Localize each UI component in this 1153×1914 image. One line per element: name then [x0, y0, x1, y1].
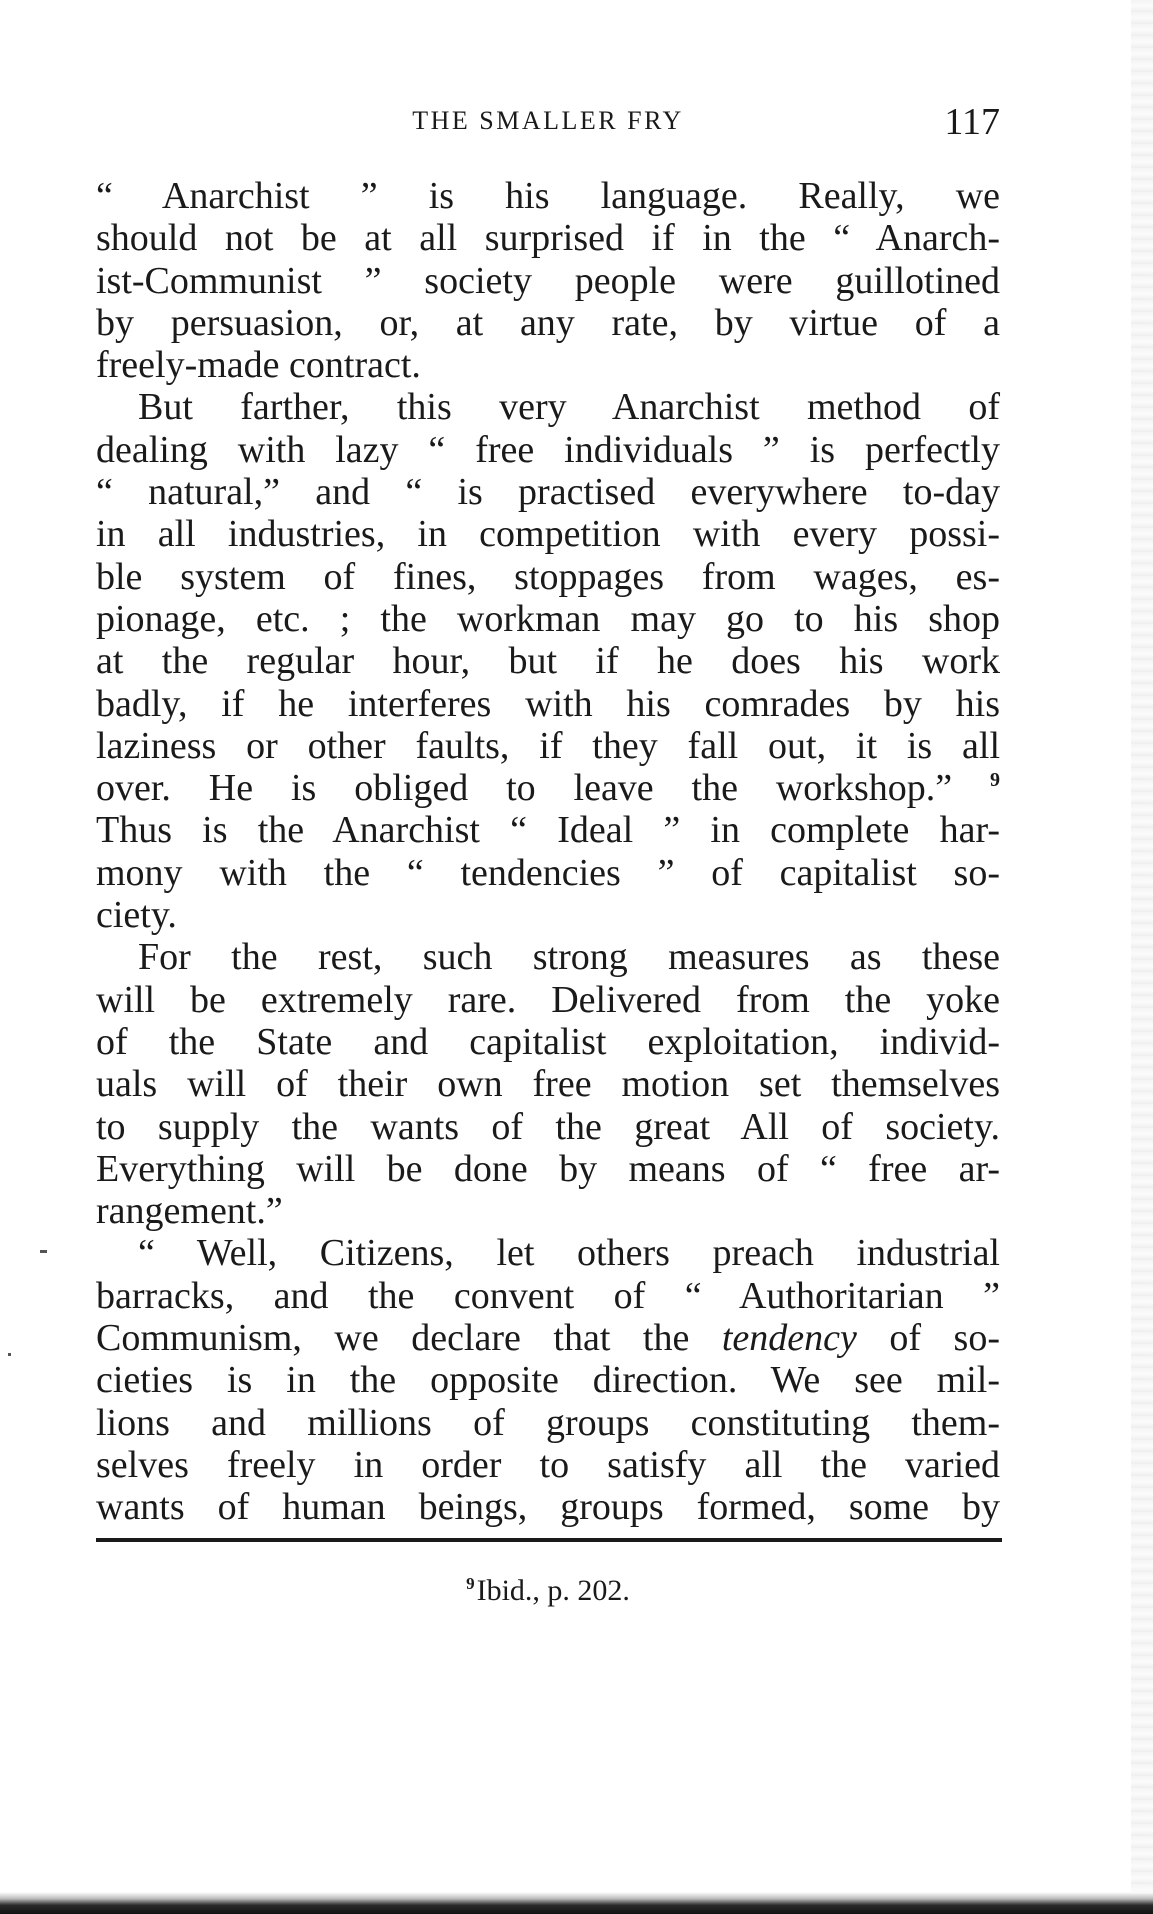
text-line: in all industries, in competition with every possi- [96, 513, 1000, 556]
running-head [96, 100, 1000, 144]
text-line: lions and millions of groups constituting them- [96, 1401, 1000, 1444]
text-line: ble system of fines, stoppages from wages, es- [96, 555, 1000, 598]
paragraph-start-line: But farther, this very Anarchist method of [138, 386, 1000, 429]
text-line: freely-made contract. [96, 344, 421, 387]
text-line: laziness or other faults, if they fall out, it is all [96, 724, 1000, 767]
text-line: mony with the “ tendencies ” of capitalist so- [96, 851, 1000, 894]
text-line: Thus is the Anarchist “ Ideal ” in complete har- [96, 809, 1000, 852]
text-line: Everything will be done by means of “ free ar- [96, 1147, 1000, 1190]
text-line: by persuasion, or, at any rate, by virtue of a [96, 301, 1000, 344]
text-line: will be extremely rare. Delivered from the yoke [96, 978, 1000, 1021]
text-line: badly, if he interferes with his comrades by his [96, 682, 1000, 725]
footnote [96, 1574, 1000, 1608]
text-line: cieties is in the opposite direction. We see mil- [96, 1359, 1000, 1402]
margin-speck [40, 1250, 47, 1253]
footnote-mark: 9 [466, 1574, 475, 1593]
page-number: 117 [944, 101, 1000, 143]
text-line: barracks, and the convent of “ Authoritarian ” [96, 1274, 1000, 1317]
text-line: rangement.” [96, 1190, 283, 1233]
footnote-rule [96, 1538, 1002, 1542]
text-line: dealing with lazy “ free individuals ” is perfectly [96, 428, 1000, 471]
text-line: uals will of their own free motion set themselves [96, 1063, 1000, 1106]
line-text: Communism, we declare that the [96, 1317, 690, 1360]
text-line: ist-Communist ” society people were guillotined [96, 259, 1000, 302]
footnote-text: Ibid., p. 202. [476, 1574, 630, 1607]
text-line: wants of human beings, groups formed, some by [96, 1486, 1000, 1529]
running-title: THE SMALLER FRY [412, 106, 684, 135]
text-line-with-italic [96, 1317, 1000, 1359]
margin-speck [8, 1353, 11, 1356]
text-line: at the regular hour, but if he does his work [96, 640, 1000, 683]
italic-emphasis: tendency [721, 1317, 857, 1360]
text-line-with-note [96, 767, 1000, 809]
text-line: should not be at all surprised if in the “ Anarch- [96, 217, 1000, 260]
text-line: “ Anarchist ” is his language. Really, we [96, 175, 1000, 217]
page-edge-bottom [0, 1892, 1153, 1914]
text-line: pionage, etc. ; the workman may go to his shop [96, 597, 1000, 640]
paragraph-start-line: “ Well, Citizens, let others preach industrial [138, 1232, 1000, 1275]
line-text-end: of so- [856, 1317, 1000, 1360]
text-line: to supply the wants of the great All of society. [96, 1105, 1000, 1148]
body-text [96, 175, 1000, 1529]
text-line: “ natural,” and “ is practised everywhere to-day [96, 471, 1000, 514]
page-edge-right [1131, 0, 1153, 1914]
text-line: ciety. [96, 894, 177, 937]
text-line: selves freely in order to satisfy all the varied [96, 1443, 1000, 1486]
footnote-reference: 9 [990, 769, 1001, 792]
paragraph-start-line: For the rest, such strong measures as these [138, 936, 1000, 979]
line-text: over. He is obliged to leave the workshop.” [96, 767, 953, 810]
text-line: of the State and capitalist exploitation, individ- [96, 1020, 1000, 1063]
